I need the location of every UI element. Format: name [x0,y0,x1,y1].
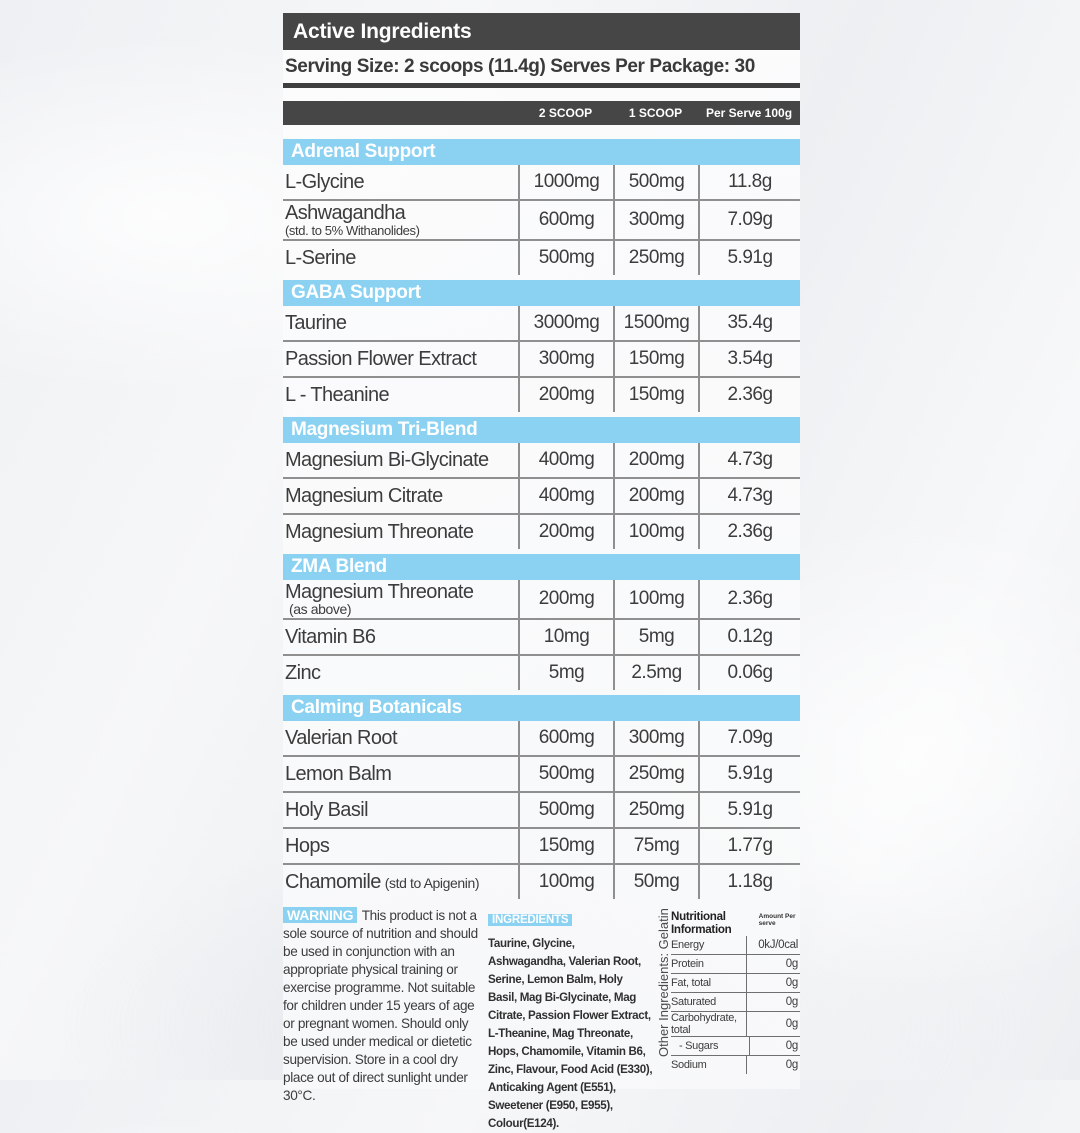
ingredient-name-cell [283,479,518,513]
ingredient-row [283,477,800,513]
nutrition-row [671,992,800,1011]
nutrition-row-label: - Sugars [679,1040,719,1052]
ingredient-name-cell [283,306,518,340]
amount-2scoop-cell: 100mg [518,865,613,899]
amount-1scoop-cell: 50mg [613,865,698,899]
column-header-bar [283,101,800,125]
ingredient-name: Magnesium Citrate [285,485,443,507]
amount-1scoop-cell: 300mg [613,201,698,239]
amount-per-serve-cell: 5.91g [698,757,800,791]
nutrition-row [671,936,800,954]
ingredient-name-cell [283,342,518,376]
amount-per-serve-cell: 4.73g [698,443,800,477]
ingredient-name-cell [283,620,518,654]
amount-2scoop-cell: 200mg [518,580,613,618]
ingredient-row [283,376,800,412]
ingredient-row [283,721,800,755]
amount-per-serve-cell: 5.91g [698,241,800,275]
ingredient-name: Magnesium Threonate [285,521,474,543]
ingredient-row [283,443,800,477]
warning-block [283,907,482,1105]
nutrition-row-label: Saturated [671,996,717,1008]
amount-2scoop-cell: 3000mg [518,306,613,340]
ingredient-name: Holy Basil [285,799,368,821]
section-title: ZMA Blend [283,554,800,580]
amount-per-serve-cell: 1.77g [698,829,800,863]
ingredient-row [283,618,800,654]
nutrition-row [671,973,800,992]
amount-per-serve-cell: 2.36g [698,515,800,549]
amount-2scoop-cell: 500mg [518,241,613,275]
amount-2scoop-cell: 500mg [518,757,613,791]
supplement-facts-panel [283,13,800,1130]
amount-per-serve-cell: 0.06g [698,656,800,690]
amount-2scoop-cell: 500mg [518,793,613,827]
amount-2scoop-cell: 200mg [518,515,613,549]
warning-label: WARNING [283,907,357,923]
amount-1scoop-cell: 200mg [613,479,698,513]
ingredient-row [283,755,800,791]
ingredient-row [283,340,800,376]
amount-1scoop-cell: 100mg [613,515,698,549]
nutrition-row [671,954,800,973]
active-ingredients-header [283,13,800,50]
nutrition-row-label: Energy [671,939,705,951]
ingredient-name-cell [283,580,518,618]
ingredient-row [283,654,800,690]
ingredient-name-cell [283,241,518,275]
ingredients-text: Taurine, Glycine, Ashwagandha, Valerian Root, Serine, Lemon Balm, Holy Basil, Mag Bi-Glycinate, Mag Citrate, Passion Flower Extract, L-Theanine, Mag Threonate, Hops, Chamomile, Vitamin B6, Zinc, Flavour, Food Acid (E330), Anticaking Agent (E551), Sweetener (E950, E955), Colour(E124). [488,937,653,1130]
ingredient-section [283,554,800,690]
amount-1scoop-cell: 150mg [613,342,698,376]
ingredient-name: Hops [285,835,330,857]
ingredient-name: Magnesium Bi-Glycinate [285,449,489,471]
nutrition-row-label: Protein [671,958,704,970]
ingredient-name: Lemon Balm [285,763,392,785]
amount-1scoop-cell: 150mg [613,378,698,412]
nutrition-row-value: 0g [746,1012,800,1036]
ingredient-name: Zinc [285,662,321,684]
section-rows [283,580,800,690]
column-header-per-serve: Per Serve 100g [705,106,793,120]
footer-area [283,907,800,1130]
ingredient-name-cell [283,865,518,899]
column-header-1scoop: 1 SCOOP [628,106,683,120]
ingredient-sections [283,139,800,899]
ingredient-note: (std to Apigenin) [384,875,480,891]
ingredient-section [283,417,800,549]
serving-size-line: Serving Size: 2 scoops (11.4g) Serves Per Package: 30 [285,56,755,77]
nutrition-row-value: 0g [746,1056,800,1074]
nutrition-row-label: Sodium [671,1059,707,1071]
ingredient-name: Magnesium Threonate [285,581,474,603]
ingredient-name-cell [283,378,518,412]
ingredient-name: Ashwagandha [285,202,406,224]
nutrition-row-value: 0g [746,955,800,973]
ingredient-row [283,165,800,199]
nutrition-row [671,1055,800,1074]
amount-1scoop-cell: 250mg [613,793,698,827]
ingredient-row [283,239,800,275]
amount-2scoop-cell: 600mg [518,201,613,239]
ingredient-name: Valerian Root [285,727,397,749]
amount-1scoop-cell: 2.5mg [613,656,698,690]
ingredient-name: Passion Flower Extract [285,348,477,370]
nutrition-row-value: 0g [746,993,800,1011]
ingredient-row [283,199,800,239]
amount-per-serve-cell: 4.73g [698,479,800,513]
amount-2scoop-cell: 200mg [518,378,613,412]
amount-per-serve-cell: 5.91g [698,793,800,827]
ingredient-name-cell [283,793,518,827]
nutrition-row [671,1036,800,1055]
ingredient-name-cell [283,757,518,791]
amount-1scoop-cell: 1500mg [613,306,698,340]
ingredient-name-cell [283,165,518,199]
section-title: Adrenal Support [283,139,800,165]
ingredient-name-cell [283,721,518,755]
amount-per-serve-cell: 3.54g [698,342,800,376]
nutrition-row [671,1011,800,1036]
amount-per-serve-cell: 2.36g [698,580,800,618]
nutrition-row-value: 0g [749,1037,800,1055]
nutrition-row-value: 0g [746,974,800,992]
amount-per-serve-cell: 7.09g [698,201,800,239]
section-rows [283,165,800,275]
amount-per-serve-cell: 7.09g [698,721,800,755]
ingredient-name-cell [283,201,518,239]
ingredient-name-cell [283,829,518,863]
amount-1scoop-cell: 200mg [613,443,698,477]
nutrition-amount-per-serve-label: Amount Per serve [758,913,796,927]
amount-2scoop-cell: 1000mg [518,165,613,199]
nutrition-row-label: Carbohydrate, total [671,1012,737,1036]
ingredient-name: Chamomile [285,871,381,893]
amount-per-serve-cell: 11.8g [698,165,800,199]
ingredient-section [283,139,800,275]
amount-per-serve-cell: 2.36g [698,378,800,412]
amount-2scoop-cell: 400mg [518,479,613,513]
section-title: Calming Botanicals [283,695,800,721]
amount-2scoop-cell: 400mg [518,443,613,477]
amount-1scoop-cell: 300mg [613,721,698,755]
ingredient-name: Vitamin B6 [285,626,376,648]
ingredient-name: L - Theanine [285,384,389,406]
amount-2scoop-cell: 150mg [518,829,613,863]
amount-1scoop-cell: 5mg [613,620,698,654]
section-rows [283,443,800,549]
ingredient-note: (std. to 5% Withanolides) [285,223,420,238]
ingredient-name-cell [283,656,518,690]
ingredient-name: Taurine [285,312,347,334]
ingredient-row [283,791,800,827]
ingredients-label: INGREDIENTS [488,914,572,926]
amount-1scoop-cell: 250mg [613,757,698,791]
ingredient-row [283,513,800,549]
ingredient-name: L-Serine [285,247,356,269]
amount-1scoop-cell: 250mg [613,241,698,275]
section-rows [283,721,800,899]
nutrition-row-value: 0kJ/0cal [746,936,800,954]
amount-2scoop-cell: 600mg [518,721,613,755]
other-ingredients-vertical-text: Other Ingredients: Gelatin [656,908,671,1057]
ingredient-name-cell [283,443,518,477]
nutrition-row-label: Fat, total [671,977,711,989]
amount-2scoop-cell: 300mg [518,342,613,376]
ingredient-row [283,580,800,618]
ingredient-note: (as above) [289,601,352,617]
section-rows [283,306,800,412]
ingredient-row [283,827,800,863]
ingredient-row [283,863,800,899]
section-title: GABA Support [283,280,800,306]
section-title: Magnesium Tri-Blend [283,417,800,443]
panel-title: Active Ingredients [293,19,472,43]
amount-1scoop-cell: 100mg [613,580,698,618]
ingredients-block [488,910,654,1133]
amount-2scoop-cell: 5mg [518,656,613,690]
ingredient-section [283,695,800,899]
amount-per-serve-cell: 1.18g [698,865,800,899]
nutrition-information-table [671,910,800,1074]
amount-1scoop-cell: 75mg [613,829,698,863]
amount-2scoop-cell: 10mg [518,620,613,654]
column-header-2scoop: 2 SCOOP [538,106,593,120]
nutrition-rows [671,936,800,1074]
divider-rule [283,83,800,88]
amount-1scoop-cell: 500mg [613,165,698,199]
nutrition-title: Nutritional Information [671,910,732,936]
amount-per-serve-cell: 35.4g [698,306,800,340]
ingredient-section [283,280,800,412]
warning-text: This product is not a sole source of nutrition and should be used in conjunction with an appropriate physical training or exercise programme. Not suitable for children under 15 years of age or pregnant women. Should only be used under medical or dietetic supervision. Store in a cool dry place out of direct sunlight under 30°C. [283,908,478,1103]
ingredient-name: L-Glycine [285,171,365,193]
nutrition-header [671,910,800,936]
amount-per-serve-cell: 0.12g [698,620,800,654]
ingredient-name-cell [283,515,518,549]
ingredient-row [283,306,800,340]
